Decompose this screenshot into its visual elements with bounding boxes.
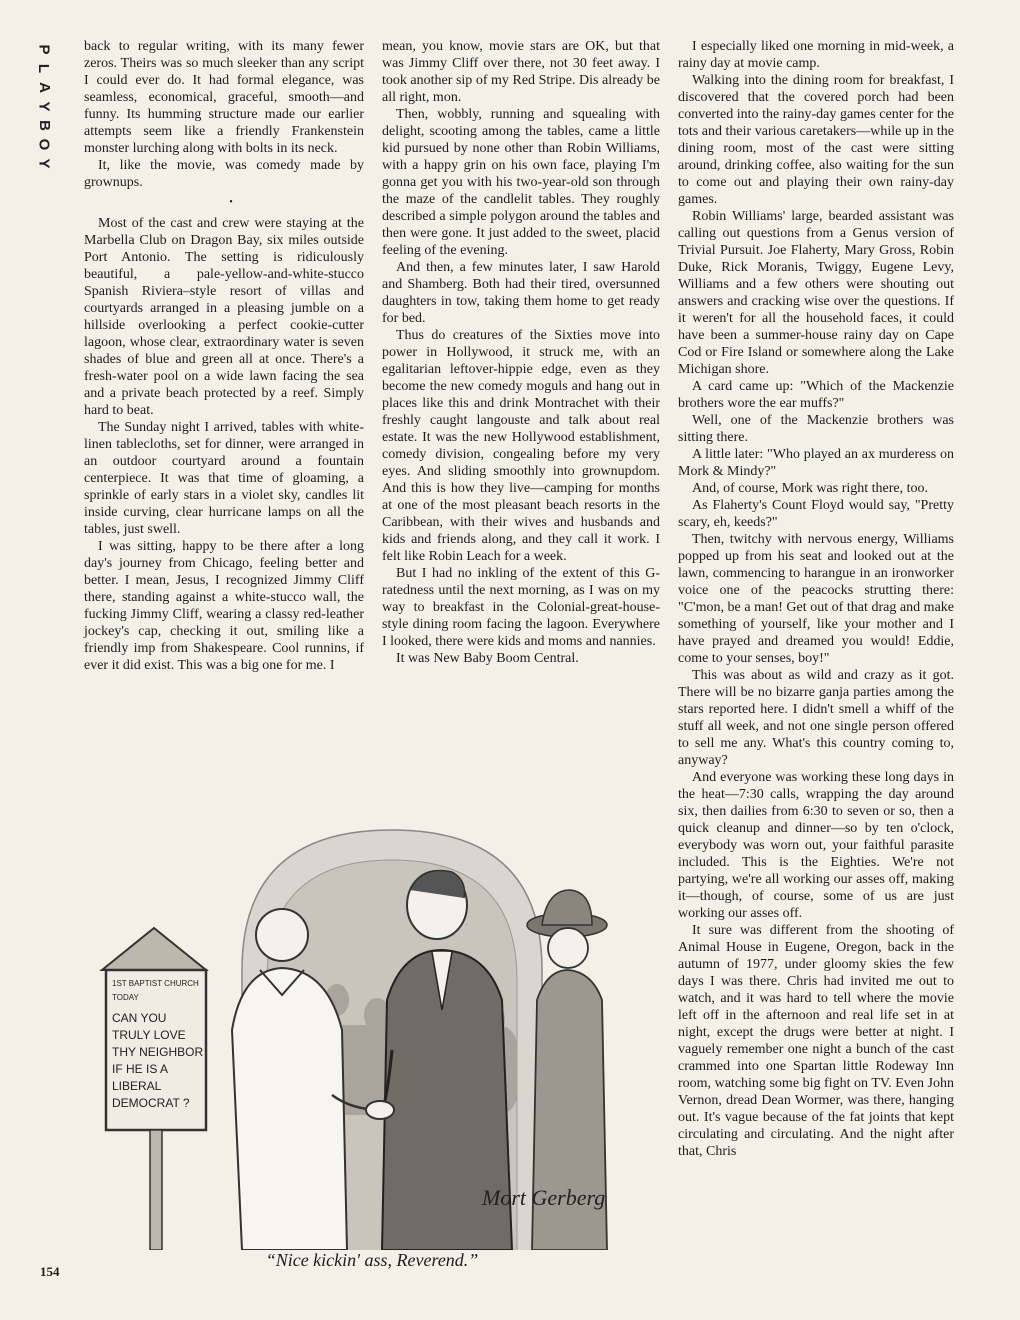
sign-line: TRULY LOVE: [112, 1028, 186, 1042]
sign-line: 1ST BAPTIST CHURCH: [112, 979, 199, 988]
paragraph: back to regular writing, with its many fewer zeros. Theirs was so much sleeker than any script I could ever do. It had formal elegance, was seamless, economical, graceful, smooth—and funny. Its humming structure made our earlier attempts seem like a friendly Frankenstein monster lurching along with bolts in its neck.: [84, 39, 364, 156]
paragraph: Well, one of the Mackenzie brothers was sitting there.: [678, 413, 954, 445]
column-1: [84, 38, 364, 674]
paragraph: Then, twitchy with nervous energy, Williams popped up from his seat and looked out at the lawn, commencing to harangue in an ironworker voice one of the peacocks strutting there: "C'mon, be a man! Get out of that drag and make something of yourself, like your mother and I have prayed and dreamed you would! Eddie, come to your senses, boy!": [678, 532, 954, 666]
masthead-letter: A: [35, 82, 53, 93]
paragraph: Most of the cast and crew were staying at the Marbella Club on Dragon Bay, six miles outside Port Antonio. The setting is ridiculously beautiful, a pale-yellow-and-white-stucco Spanish Riviera–style resort of villas and courtyards arranged in a pleasing jumble on a hillside overlooking a perfect cookie-cutter lagoon, whose clear, extraordinary water is seven shades of blue and green all at once. There's a fresh-water pool on a wide lawn facing the sea and a private beach protected by a reef. Simply hard to beat.: [84, 216, 364, 418]
masthead-letter: B: [35, 120, 53, 131]
page-number: 154: [40, 1264, 60, 1279]
paragraph: But I had no inkling of the extent of this G-ratedness until the next morning, as I was on my way to breakfast in the Colonial-great-house-style dining room facing the lagoon. Everywhere I looked, there were kids and moms and nannies.: [382, 566, 660, 649]
sign-line: DEMOCRAT ?: [112, 1096, 190, 1110]
paragraph: I especially liked one morning in mid-week, a rainy day at movie camp.: [678, 39, 954, 71]
paragraph: It sure was different from the shooting of Animal House in Eugene, Oregon, back in the autumn of 1977, under gloomy skies the few days I was there. Chris had invited me out to watch, and it was hard to tell where the movie left off in the afternoon and real life set in at night, except the drugs were better at night. I vaguely remember one night a bunch of the cast crammed into one Spartan little Rodeway Inn room, watching some big fight on TV. Even John Vernon, dread Dean Wormer, was there, hanging out. It's vague because of the fat joints that kept circulating and circulating. And the night after that, Chris: [678, 923, 954, 1159]
church-sign: [102, 928, 206, 1250]
paragraph: Robin Williams' large, bearded assistant was calling out questions from a Genus version of Trivial Pursuit. Joe Flaherty, Mary Gross, Robin Duke, Rick Moranis, Twiggy, Eugene Levy, Williams and a few others were shouting out answers and cracking wise over the questions. If it weren't for all the household faces, it could have been a summer-house rainy day on Cape Cod or Fire Island or somewhere along the Lake Michigan shore.: [678, 209, 954, 377]
paragraph: This was about as wild and crazy as it got. There will be no bizarre ganja parties among the stars reported here. I didn't smell a whiff of the stuff all week, and not one single person offered to sell me any. What's this country coming to, anyway?: [678, 668, 954, 768]
column-3: [678, 38, 954, 1160]
masthead-letter: L: [35, 63, 53, 74]
paragraph: And, of course, Mork was right there, too.: [692, 481, 929, 496]
cartoon-signature: Mort Gerberg: [482, 1185, 606, 1210]
section-break: •: [229, 197, 233, 208]
paragraph: A little later: "Who played an ax murderess on Mork & Mindy?": [678, 447, 954, 479]
masthead-letter: Y: [35, 101, 53, 112]
cartoon-caption: “Nice kickin' ass, Reverend.”: [265, 1250, 479, 1270]
paragraph: As Flaherty's Count Floyd would say, "Pretty scary, eh, keeds?": [678, 498, 954, 530]
masthead-letter: Y: [35, 158, 53, 169]
sign-line: CAN YOU: [112, 1011, 167, 1025]
paragraph: The Sunday night I arrived, tables with white-linen tablecloths, set for dinner, were arranged in an outdoor courtyard around a fountain centerpiece. It was that time of gloaming, a sprinkle of early stars in a violet sky, candles lit inside curving, clear hurricane lamps on all the tables, just swell.: [84, 420, 364, 537]
sign-line: THY NEIGHBOR: [112, 1045, 204, 1059]
paragraph: Walking into the dining room for breakfast, I discovered that the covered porch had been converted into the rainy-day games center for the tots and their various caretakers—while up in the dining room, most of the cast were sitting around, drinking coffee, also waiting for the sun to come out and playing their own rainy-day games.: [678, 73, 954, 207]
paragraph: I was sitting, happy to be there after a long day's journey from Chicago, feeling better and better. I mean, Jesus, I recognized Jimmy Cliff there, standing against a white-stucco wall, the fucking Jimmy Cliff, wearing a classy red-leather jockey's cap, checking it out, smiling like a friendly imp from Shakespeare. Cool runnins, if ever it did exist. This was a big one for me. I: [84, 539, 364, 673]
sign-line: TODAY: [112, 993, 139, 1002]
sign-line: IF HE IS A: [112, 1062, 169, 1076]
paragraph: mean, you know, movie stars are OK, but that was Jimmy Cliff over there, not 30 feet away. I took another sip of my Red Stripe. Dis already be all right, mon.: [382, 39, 660, 105]
paragraph: Thus do creatures of the Sixties move into power in Hollywood, it struck me, with an egalitarian leftover-hippie edge, even as they become the new comedy moguls and hang out in places like this and drink Montrachet with their freshly caught langouste and talk about real estate. It was the new Hollywood establishment, comedy division, congealing before my very eyes. And sliding smoothly into grownupdom. And this is how they live—camping for months at one of the most pleasant beach resorts in the Caribbean, with their wives and husbands and kids and friends along, and they call it work. I felt like Robin Leach for a week.: [382, 328, 660, 564]
sign-line: LIBERAL: [112, 1079, 162, 1093]
paragraph: And everyone was working these long days in the heat—7:30 calls, wrapping the day around six, then dailies from 6:30 to seven or so, then a quick cleanup and dinner—so by ten o'clock, everybody was worn out, your faithful parasite included. This is the Eighties. We're not partying, we're all working our asses off, making it—though, of course, some of us are just working our asses off.: [678, 770, 954, 921]
paragraph: It, like the movie, was comedy made by grownups.: [84, 158, 364, 190]
cartoon-illustration: [92, 810, 652, 1250]
paragraph: A card came up: "Which of the Mackenzie brothers wore the ear muffs?": [678, 379, 954, 411]
column-2: [382, 38, 660, 667]
paragraph: It was New Baby Boom Central.: [396, 651, 579, 666]
paragraph: Then, wobbly, running and squealing with delight, scooting among the tables, came a little kid pursued by none other than Robin Williams, with a happy grin on his own face, playing I'm gonna get you with his two-year-old son through the maze of the candlelit tables. They roughly described a simple polygon around the tables and then were gone. It just added to the sweet, placid feeling of the evening.: [382, 107, 660, 258]
masthead-letter: O: [35, 138, 53, 151]
masthead: [24, 40, 64, 173]
paragraph: And then, a few minutes later, I saw Harold and Shamberg. Both had their tired, oversunned daughters in tow, taking them home to get ready for bed.: [382, 260, 660, 326]
masthead-letter: P: [35, 44, 53, 55]
